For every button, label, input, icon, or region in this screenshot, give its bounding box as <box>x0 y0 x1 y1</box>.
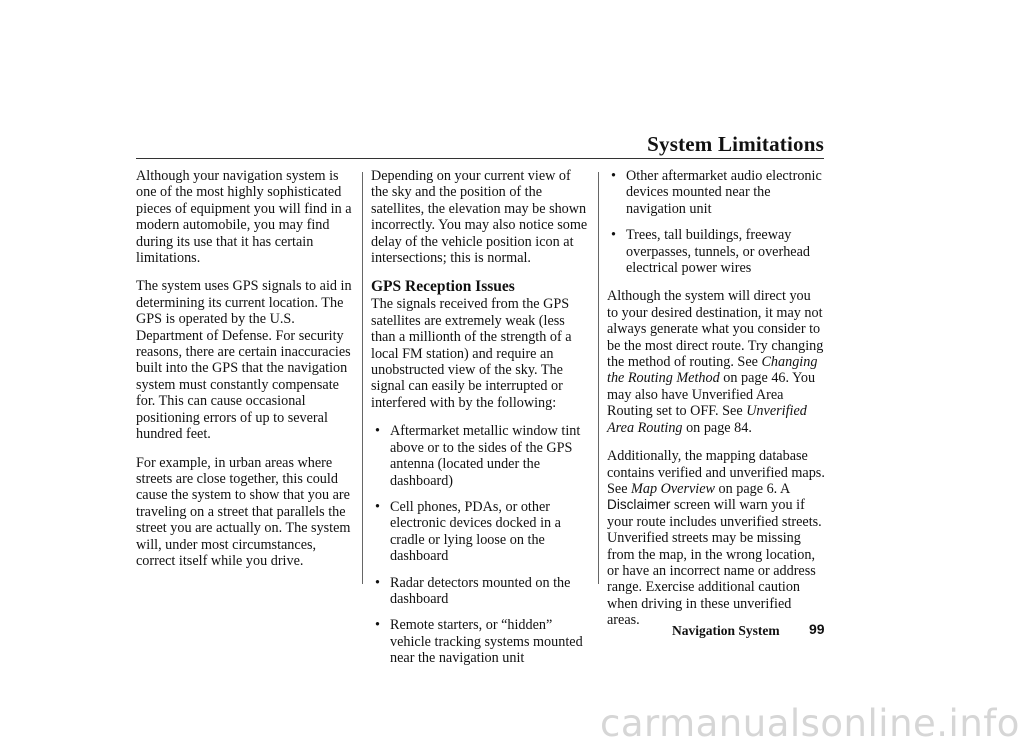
paragraph: The signals received from the GPS satellites are extremely weak (less than a millionth of the strength of a local FM station) and require an unobstructed view of the sky. The signal can easily be interrupted or interfered with by the following: <box>371 296 572 411</box>
paragraph <box>607 288 825 436</box>
paragraph <box>607 448 825 628</box>
text-run: Additionally, the mapping database contains verified and unverified maps. See <box>607 448 825 497</box>
bullet-list <box>371 423 589 666</box>
text-run: screen will warn you if your route includes unverified streets. Unverified streets may be missing from the map, in the wrong location, or have an incorrect name or address range. Exercise additional caution when driving in these unverified areas. <box>607 497 822 629</box>
column-divider-1 <box>362 172 363 584</box>
list-item: • Radar detectors mounted on the dashboard <box>371 575 589 608</box>
cross-reference: Changing the Routing Method <box>607 354 818 387</box>
page-number: 99 <box>809 621 825 637</box>
disclaimer-term: Disclaimer <box>607 497 671 513</box>
text-run: on page 46. You may also have Unverified Area Routing set to OFF. See <box>607 370 816 420</box>
list-item: • Remote starters, or “hidden” vehicle tracking systems mounted near the navigation unit <box>371 617 589 666</box>
cross-reference: Unverified Area Routing <box>607 403 807 436</box>
page-title: System Limitations <box>647 132 824 156</box>
footer-section-label: Navigation System <box>672 623 780 638</box>
watermark: carmanualsonline.info <box>600 702 1020 745</box>
paragraph: The system uses GPS signals to aid in determining its current location. The GPS is operated by the U.S. Department of Defense. For security reasons, there are certain inaccuracies built into the GPS that the navigation system must constantly compensate for. This can cause occasional positioning errors of up to several hundred feet. <box>136 278 352 443</box>
column-divider-2 <box>598 172 599 584</box>
list-item: • Aftermarket metallic window tint above or to the sides of the GPS antenna (located under the dashboard) <box>371 423 589 489</box>
paragraph: For example, in urban areas where streets are close together, this could cause the system to show that you are traveling on a street that parallels the street you are actually on. The system will, under most circumstances, correct itself while you drive. <box>136 454 351 569</box>
text-run: on page 84. <box>682 419 752 436</box>
section-heading: GPS Reception Issues <box>371 278 515 296</box>
column-1 <box>136 168 354 581</box>
list-item: • Cell phones, PDAs, or other electronic devices docked in a cradle or lying loose on the dashboard <box>371 499 589 565</box>
column-3 <box>607 168 825 641</box>
text-run: Although the system will direct you to your desired destination, it may not always generate what you consider to be the most direct route. Try changing the method of routing. See <box>607 288 824 371</box>
bullet-list <box>607 168 825 276</box>
list-item: • Trees, tall buildings, freeway overpasses, tunnels, or overhead electrical power wires <box>607 227 825 276</box>
text-run: on page 6. A <box>714 480 790 497</box>
list-item: • Other aftermarket audio electronic devices mounted near the navigation unit <box>607 168 825 217</box>
cross-reference: Map Overview <box>631 480 715 497</box>
paragraph: Although your navigation system is one of the most highly sophisticated pieces of equipment you will find in a modern automobile, you may find during its use that it has certain limitations. <box>136 168 352 267</box>
title-rule <box>136 158 824 159</box>
column-2 <box>371 168 589 679</box>
paragraph: Depending on your current view of the sky and the position of the satellites, the elevation may be shown incorrectly. You may also notice some delay of the vehicle position icon at intersections; this is normal. <box>371 168 588 267</box>
